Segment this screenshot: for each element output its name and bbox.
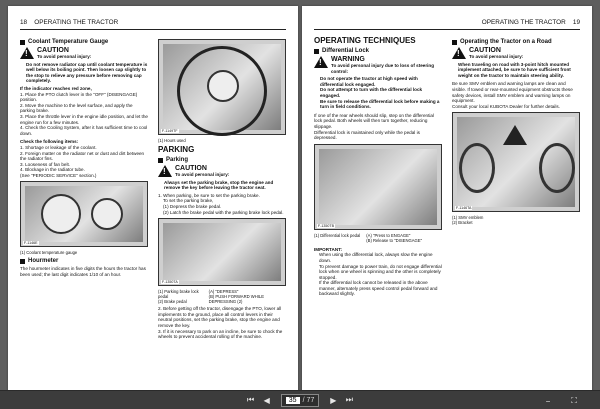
smv-emblem-figure xyxy=(452,112,580,212)
figure-id: F-1350TB xyxy=(318,223,334,228)
body-text: Differential lock is maintained only while the pedal is depressed. xyxy=(314,129,420,141)
check-item: 3. Looseness of fan belt. xyxy=(20,161,71,167)
bullet-square-icon xyxy=(452,40,457,45)
check-item: 2. Foreign matter on the radiator net or dust and dirt between the radiator fins. xyxy=(20,150,145,162)
important-item: To prevent damage to power train, do not engage differential lock when one wheel is spinning and the other is completely stopped. xyxy=(319,263,442,280)
figure-caption: (1) Coolant temperature gauge xyxy=(20,250,78,256)
warning-triangle-icon xyxy=(20,47,34,59)
parking-brake-figure xyxy=(158,218,286,286)
warning-bullet: Be sure to release the differential lock before making a turn in field conditions. xyxy=(320,98,440,110)
warning-triangle-icon xyxy=(452,47,466,59)
caution-title: CAUTION xyxy=(37,47,69,54)
bullet-square-icon xyxy=(314,49,319,54)
caution-box xyxy=(20,47,148,60)
figure-caption: (1) Differential lock pedal xyxy=(314,232,361,238)
last-page-icon[interactable]: ⏭ xyxy=(345,395,353,404)
bullet-square-icon xyxy=(20,259,25,264)
right-column xyxy=(158,36,286,340)
step: 3. Place the throttle lever in the engine idle position, and let the engine run for a few minutes. xyxy=(20,113,148,125)
important-item: If the differential lock cannot be released in the above manner, alternately press speed control pedal forward and backward slightly. xyxy=(319,280,438,297)
figure-id: F-1350TA xyxy=(162,280,178,285)
caution-text: Do not remove radiator cap until coolant temperature is well below its boiling point. Then loosen cap slightly to the stop to relieve any pressure before removing cap completely. xyxy=(26,61,148,84)
page-number: 19 xyxy=(572,18,580,26)
section-title: Parking xyxy=(158,157,286,163)
figure-caption: (A) "Press to ENGAGE" (B) Release to "DISENGAGE" xyxy=(366,232,423,243)
step-item: (2) Latch the brake pedal with the parking brake lock pedal. xyxy=(163,209,284,215)
check-item: (See "PERIODIC SERVICE" section.) xyxy=(20,172,97,178)
header-rule xyxy=(20,29,286,30)
toolbar-right-group xyxy=(540,394,582,408)
section-title: Coolant Temperature Gauge xyxy=(20,39,148,45)
left-page xyxy=(8,6,298,392)
left-column xyxy=(314,36,442,297)
figure-caption: (A) "DEPRESS" (B) PUSH FORWARD WHILE DEPRESSING (2) xyxy=(208,289,265,305)
caution-title: CAUTION xyxy=(469,47,501,54)
caution-box xyxy=(452,47,580,60)
figure-caption: (1) SMV emblem (2) Bracket xyxy=(452,215,484,226)
section-title: Hourmeter xyxy=(20,258,148,264)
smv-emblem-icon xyxy=(503,125,527,145)
left-column xyxy=(20,36,148,278)
warning-box xyxy=(314,56,442,74)
step: 1. When parking, be sure to set the parking brake. xyxy=(158,192,260,198)
step: 2. Move the machine to the level surface, and apply the parking brake. xyxy=(20,102,133,114)
caution-bullet: Always set the parking brake, stop the engine and remove the key before leaving the tractor seat. xyxy=(164,179,274,191)
step-sub: To set the parking brake, xyxy=(163,198,214,204)
caution-bullet: When traveling on road with 3-point hitch mounted implement attached, be sure to have sufficient front weight on the tractor to maintain steering ability. xyxy=(458,61,571,78)
right-page xyxy=(302,6,592,392)
coolant-gauge-figure xyxy=(20,181,148,247)
body-text: Be sure SMV emblem and warning lamps are clean and visible. If towed or rear-mounted equipment obstructs these safety devices, install SMV emblem and warning lamps on equipment. xyxy=(452,81,573,104)
page-header xyxy=(20,16,286,28)
warning-title: WARNING xyxy=(331,56,365,63)
header-title: OPERATING THE TRACTOR xyxy=(481,18,566,26)
total-pages: / 77 xyxy=(302,396,315,404)
dashboard-figure xyxy=(158,39,286,135)
header-title: OPERATING THE TRACTOR xyxy=(34,18,119,26)
tire-graphic xyxy=(459,143,495,193)
zoom-out-icon[interactable]: − xyxy=(545,396,551,406)
warning-bullet: Do not attempt to turn with the differential lock engaged. xyxy=(320,87,423,98)
body-text: If one of the rear wheels should slip, step on the differential lock pedal. Both wheels will then turn together, reducing slippage. xyxy=(314,112,434,129)
step-item: (1) Depress the brake pedal. xyxy=(163,203,222,209)
check-item: 4. Blockage in the radiator tube. xyxy=(20,167,85,173)
step: 2. Before getting off the tractor, disengage the PTO, lower all implements to the ground, place all control levers in their neutral positions, set the parking brake, stop the engine and remove the key. xyxy=(158,306,282,328)
step: 4. Check the Cooling System, after it has sufficient time to cool down. xyxy=(20,125,148,136)
check-heading: Check the following items: xyxy=(20,139,79,145)
caution-intro: To avoid personal injury: xyxy=(37,54,92,59)
caution-title: CAUTION xyxy=(175,165,207,172)
warning-bullet: Do not operate the tractor at high speed with differential lock engaged. xyxy=(320,76,418,87)
important-heading: IMPORTANT: xyxy=(314,246,342,252)
step: 1. Place the PTO clutch lever in the "OFF" (DISENGAGE) position. xyxy=(20,91,138,103)
bullet-square-icon xyxy=(20,40,25,45)
header-rule xyxy=(314,29,580,30)
current-page-input[interactable]: 35 xyxy=(286,397,300,404)
next-page-icon[interactable]: ▶ xyxy=(330,395,337,405)
important-item: When using the differential lock, always slow the engine down. xyxy=(319,252,433,263)
prev-page-icon[interactable]: ◀ xyxy=(263,395,270,405)
warning-triangle-icon xyxy=(314,56,328,68)
figure-caption: (1) Parking brake lock pedal (2) Brake pedal xyxy=(158,289,199,305)
section-title: Operating the Tractor on a Road xyxy=(452,39,580,45)
bullet-square-icon xyxy=(158,158,163,163)
overheat-heading: If the indicator reaches red zone, xyxy=(20,85,92,91)
warning-intro: To avoid personal injury due to loss of steering control: xyxy=(331,63,435,74)
first-page-icon[interactable]: ⏮ xyxy=(247,395,255,404)
page-number: 18 xyxy=(20,18,28,26)
body-text: Consult your local KUBOTA Dealer for further details. xyxy=(452,103,560,109)
section-title: Differential Lock xyxy=(314,48,442,54)
fullscreen-icon[interactable]: ⛶ xyxy=(571,396,577,405)
gauge-graphic xyxy=(207,70,239,102)
parking-heading: PARKING xyxy=(158,145,195,154)
caution-box xyxy=(158,165,286,178)
caution-intro: To avoid personal injury: xyxy=(175,172,230,177)
figure-id: F-1146TA xyxy=(456,206,472,211)
step: 3. If it is necessary to park on an incline, be sure to chock the wheels to prevent accidental rolling of the machine. xyxy=(158,328,283,340)
page-indicator[interactable] xyxy=(281,394,320,407)
figure-id: F-1146E xyxy=(24,241,38,246)
page-header xyxy=(314,16,580,28)
differential-lock-figure xyxy=(314,144,442,230)
figure-id: F-1149TF xyxy=(162,129,178,133)
warning-triangle-icon xyxy=(158,165,172,177)
hourmeter-text: The hourmeter indicates in five digits the hours the tractor has been used; the last digit indicates 1/10 of an hour. xyxy=(20,266,146,278)
operating-heading: OPERATING TECHNIQUES xyxy=(314,36,416,45)
viewer-toolbar xyxy=(0,390,600,409)
right-column xyxy=(452,36,580,227)
caution-intro: To avoid personal injury: xyxy=(469,54,524,59)
check-item: 1. Shortage or leakage of the coolant. xyxy=(20,144,97,150)
figure-caption: (1) Hours used xyxy=(158,138,186,143)
tire-graphic xyxy=(539,143,575,193)
